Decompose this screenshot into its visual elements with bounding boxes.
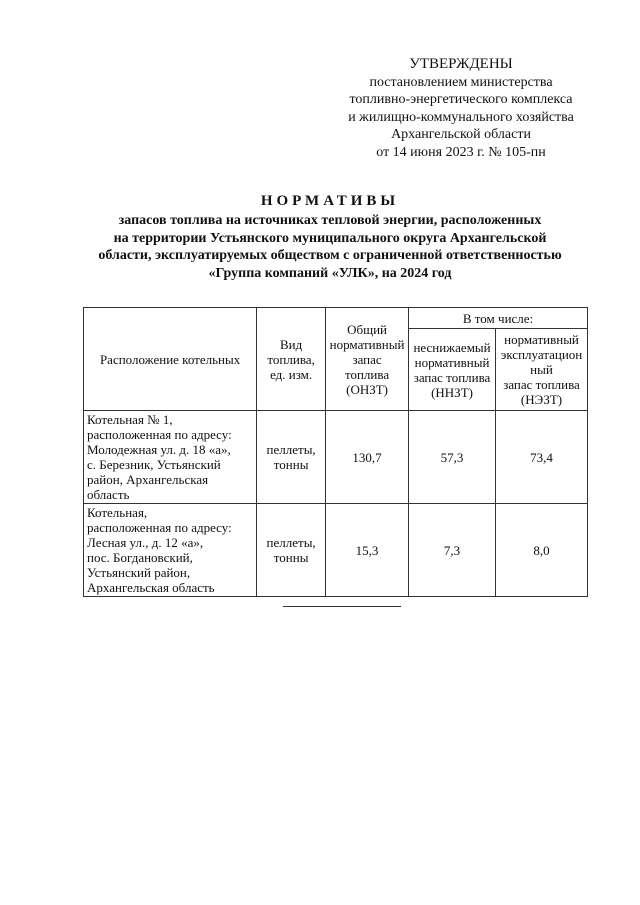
approval-line: постановлением министерства [369, 74, 553, 90]
approval-heading: УТВЕРЖДЕНЫ [409, 56, 513, 72]
header-total-line: нормативный [329, 336, 405, 352]
header-nezt-line: (НЭЗТ) [520, 392, 563, 407]
location-line: район, Архангельская область [87, 472, 209, 502]
fuel-line: тонны [273, 457, 309, 472]
cell-nnzt: 7,3 [409, 504, 496, 597]
location-line: Архангельская область [87, 580, 215, 595]
fuel-line: пеллеты, [266, 535, 316, 550]
header-total-line: Общий [347, 321, 388, 337]
header-total [326, 308, 409, 411]
header-location: Расположение котельных [84, 308, 257, 411]
location-line: Лесная ул., д. 12 «а», [87, 535, 204, 550]
location-line: расположенная по адресу: [87, 427, 232, 442]
cell-nezt: 73,4 [496, 411, 588, 504]
header-nnzt-line: (ННЗТ) [431, 384, 473, 400]
title-line: запасов топлива на источниках тепловой энергии, расположенных [118, 213, 542, 228]
cell-total: 15,3 [326, 504, 409, 597]
header-total-line: (ОНЗТ) [346, 381, 388, 397]
cell-nnzt: 57,3 [409, 411, 496, 504]
separator-line [283, 606, 401, 607]
location-line: Котельная № 1, [87, 412, 173, 427]
header-nnzt-line: запас топлива [413, 369, 491, 385]
cell-location [84, 411, 257, 504]
approval-line: от 14 июня 2023 г. № 105-пн [376, 144, 546, 160]
header-nnzt-line: неснижаемый [413, 339, 491, 355]
location-line: пос. Богдановский, [87, 550, 193, 565]
header-nezt-line: эксплуатацион [500, 347, 583, 362]
header-nnzt-line: нормативный [414, 354, 490, 370]
title-line: на территории Устьянского муниципального округа Архангельской [113, 230, 547, 246]
cell-fuel [257, 411, 326, 504]
header-nnzt [409, 329, 496, 411]
fuel-line: тонны [273, 550, 309, 565]
title-main: НОРМАТИВЫ [260, 193, 400, 209]
location-line: Устьянский район, [87, 565, 191, 580]
cell-nezt: 8,0 [496, 504, 588, 597]
cell-total: 130,7 [326, 411, 409, 504]
norms-table [83, 307, 588, 597]
header-total-line: топлива [344, 366, 390, 382]
header-nezt-line: запас топлива [503, 377, 580, 392]
table-row [84, 411, 588, 504]
location-line: Молодежная ул. д. 18 «а», [87, 442, 231, 457]
cell-location [84, 504, 257, 597]
fuel-line: пеллеты, [266, 442, 316, 457]
approval-line: Архангельской области [391, 127, 531, 142]
header-nezt-line: ный [530, 362, 553, 377]
header-row [84, 308, 588, 329]
document-title [60, 190, 600, 282]
header-including: В том числе: [409, 308, 588, 329]
header-fuel-line: топлива, [267, 351, 315, 367]
title-line: области, эксплуатируемых обществом с ограниченной ответственностью [98, 248, 562, 263]
header-total-line: запас [352, 351, 382, 367]
cell-fuel [257, 504, 326, 597]
header-fuel [257, 308, 326, 411]
header-fuel-line: Вид [280, 336, 303, 352]
location-line: Котельная, [87, 505, 148, 520]
title-line: «Группа компаний «УЛК», на 2024 год [208, 265, 452, 281]
header-nezt [496, 329, 588, 411]
header-fuel-line: ед. изм. [270, 366, 313, 382]
approval-block [330, 56, 592, 161]
approval-line: и жилищно-коммунального хозяйства [348, 109, 574, 125]
approval-line: топливно-энергетического комплекса [349, 92, 573, 107]
table-row [84, 504, 588, 597]
location-line: с. Березник, Устьянский [87, 457, 221, 472]
location-line: расположенная по адресу: [87, 520, 232, 535]
header-nezt-line: нормативный [504, 332, 579, 347]
